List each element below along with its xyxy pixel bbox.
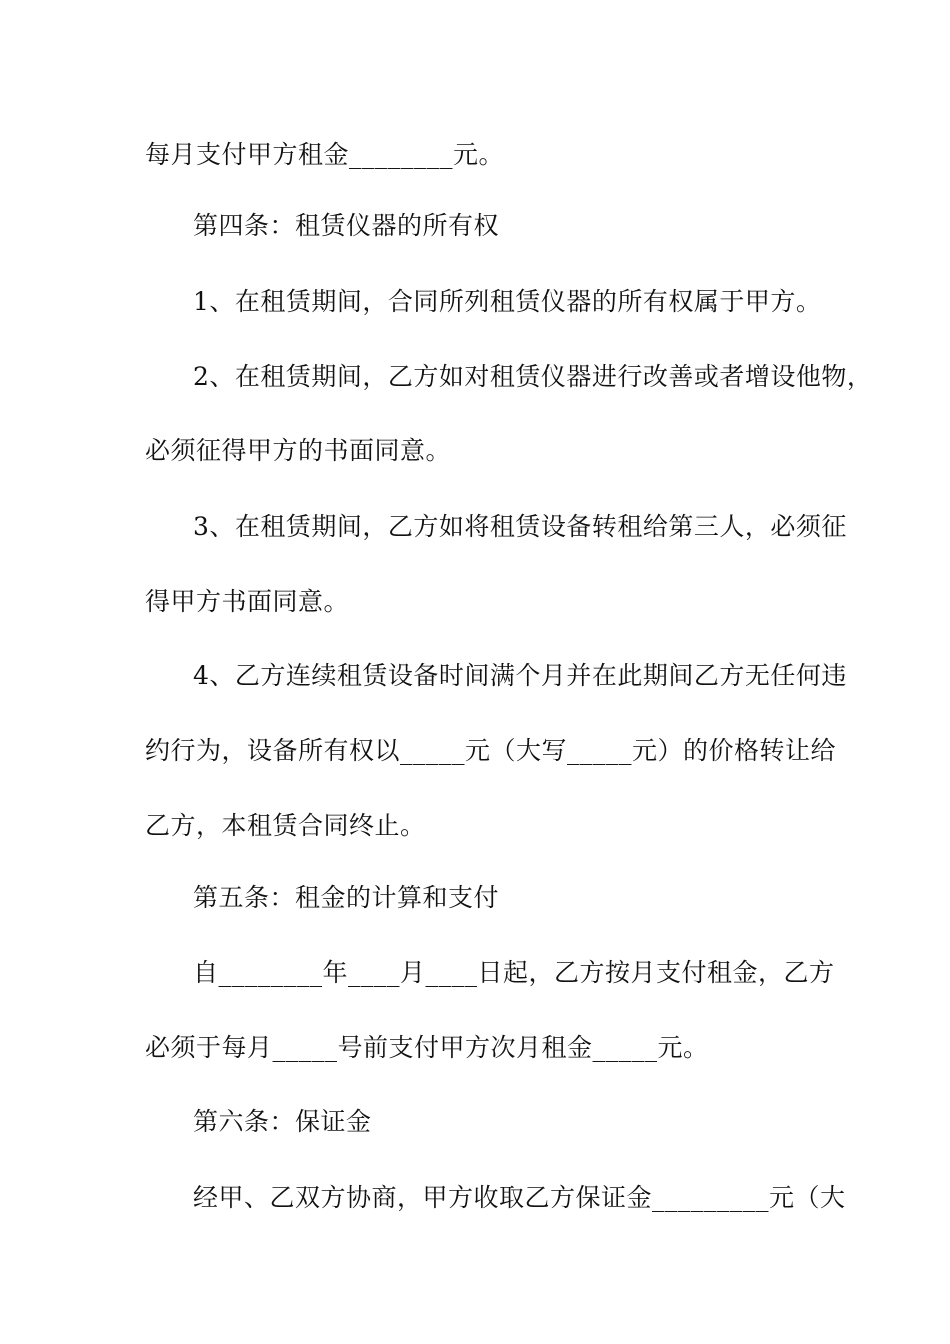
paragraph-line: 自________年____月____日起，乙方按月支付租金，乙方	[193, 958, 835, 987]
paragraph-line: 2、在租赁期间，乙方如对租赁仪器进行改善或者增设他物，	[193, 362, 873, 391]
paragraph-line: 经甲、乙双方协商，甲方收取乙方保证金_________元（大	[193, 1183, 846, 1212]
section-heading: 第六条：保证金	[193, 1107, 372, 1136]
paragraph-line: 乙方，本租赁合同终止。	[145, 811, 426, 840]
paragraph-line: 1、在租赁期间，合同所列租赁仪器的所有权属于甲方。	[193, 287, 822, 316]
paragraph-line: 约行为，设备所有权以_____元（大写_____元）的价格转让给	[145, 736, 837, 765]
paragraph-line: 必须征得甲方的书面同意。	[145, 436, 452, 465]
paragraph-line: 必须于每月_____号前支付甲方次月租金_____元。	[145, 1033, 709, 1062]
paragraph-line: 3、在租赁期间，乙方如将租赁设备转租给第三人，必须征	[193, 512, 847, 541]
paragraph-line: 每月支付甲方租金________元。	[145, 140, 505, 169]
paragraph-line: 4、乙方连续租赁设备时间满个月并在此期间乙方无任何违	[193, 661, 847, 690]
section-heading: 第四条：租赁仪器的所有权	[193, 211, 500, 240]
paragraph-line: 得甲方书面同意。	[145, 587, 350, 616]
section-heading: 第五条：租金的计算和支付	[193, 883, 500, 912]
